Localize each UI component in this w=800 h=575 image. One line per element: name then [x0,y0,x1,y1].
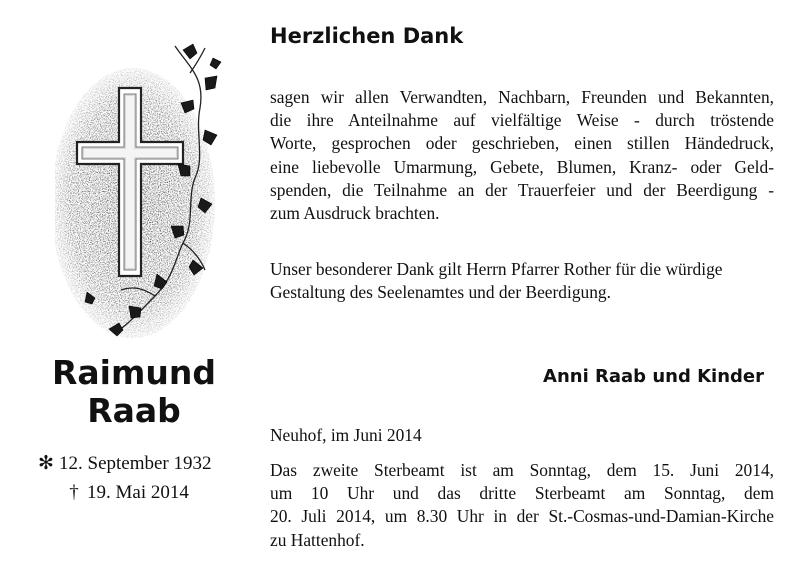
signature: Anni Raab und Kinder [543,366,764,387]
paragraph-line: Gestaltung des Seelenamtes und der Beerdigung. [270,282,611,303]
life-dates [35,449,245,507]
cross-with-ivy-icon [55,38,230,338]
paragraph-line: sagen wir allen Verwandten, Nachbarn, Freunden und Bekannten, [270,87,774,107]
deceased-first-name: Raimund [52,353,216,392]
birth-star-icon: ✻ [38,453,54,474]
deceased-name [0,354,268,430]
special-thanks-paragraph [270,258,774,304]
paragraph-line: eine liebevolle Umarmung, Gebete, Blumen, Kranz- oder Geld- [270,156,774,177]
paragraph-line: die ihre Anteilnahme auf vielfältige Weise - durch tröstende [270,110,774,131]
paragraph-line: 20. Juli 2014, um 8.30 Uhr in der St.-Cosmas-und-Damian-Kirche [270,506,774,527]
paragraph-line: zu Hattenhof. [270,529,365,550]
death-date: 19. Mai 2014 [87,482,189,503]
birth-date: 12. September 1932 [59,453,212,474]
paragraph-line: Unser besonderer Dank gilt Herrn Pfarrer Rother für die würdige [270,259,723,279]
death-cross-icon: † [69,482,79,503]
deceased-last-name: Raab [87,391,181,430]
paragraph-line: zum Ausdruck brachten. [270,203,440,224]
paragraph-line: spenden, die Teilnahme an der Trauerfeier und der Beerdigung - [270,179,774,200]
place-date: Neuhof, im Juni 2014 [270,425,422,445]
death-date-row [35,478,245,507]
paragraph-line: Worte, gesprochen oder geschrieben, einen stillen Händedruck, [270,133,774,154]
birth-date-row [35,449,245,478]
paragraph-line: um 10 Uhr und das dritte Sterbeamt am Sonntag, dem [270,483,774,504]
notice-title: Herzlichen Dank [270,24,464,48]
paragraph-line: Das zweite Sterbeamt ist am Sonntag, dem 15. Juni 2014, [270,460,774,480]
thanks-paragraph [270,86,774,225]
mass-info-paragraph [270,459,774,552]
